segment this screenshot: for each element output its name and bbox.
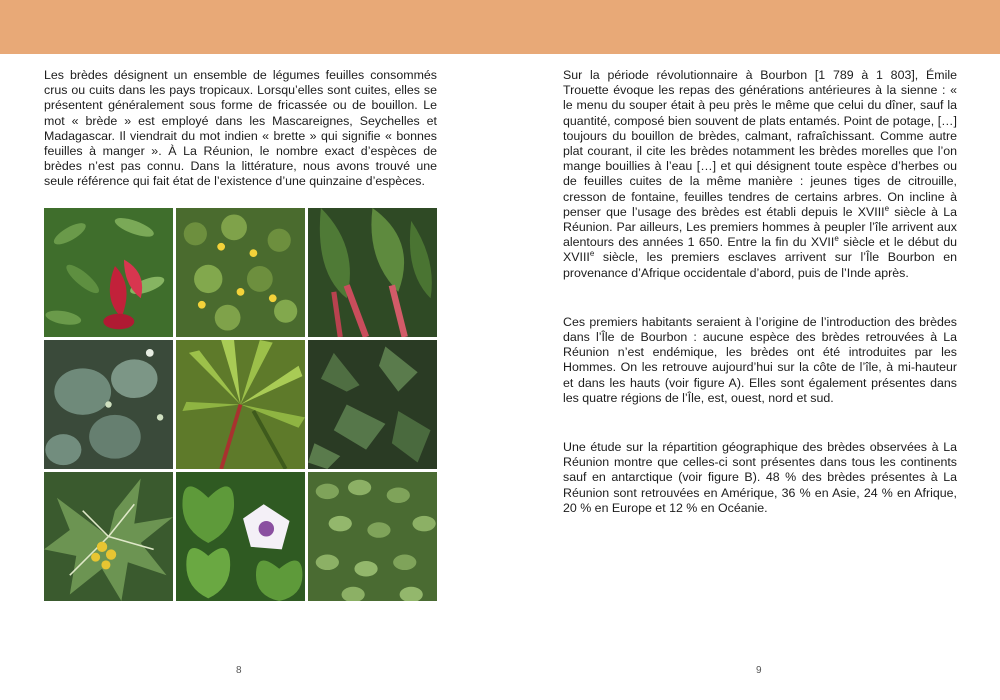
plant-photo-grid <box>44 208 437 601</box>
plant-photo-9 <box>308 472 437 601</box>
plant-photo-2 <box>176 208 305 337</box>
right-paragraph-2: Ces premiers habitants seraient à l’origine de l’introduction des brèdes dans l’Île de Bourbon : aucune espèce des brèdes retrouvées à La Réunion n’est endémique, les brèdes ont été introduites par les Hommes. On les retrouve aujourd’hui sur la côte de l’île, à mi-hauteur et dans les hauts (voir figure A). Elles sont également présentes dans les quatre régions de l’Île, est, ouest, nord et sud. <box>563 314 957 405</box>
left-paragraph: Les brèdes désignent un ensemble de légumes feuilles consommés crus ou cuits dans les pays tropicaux. Lorsqu’elles sont cuites, elles se présentent généralement sous forme de fricassée ou de bouillon. Le mot « brède » est employé dans les Mascareignes, Seychelles et Madagascar. Il viendrait du mot indien « brette » qui signifie « bonnes feuilles à manger ». À La Réunion, le nombre exact d’espèces de brèdes n’est pas connu. Dans la littérature, nous avons trouvé une seule référence qui fait état de l’existence d’une quinzaine d’espèces. <box>44 68 437 189</box>
left-page-text <box>44 68 437 190</box>
plant-photo-6 <box>308 340 437 469</box>
plant-photo-7 <box>44 472 173 601</box>
page-number-left: 8 <box>236 665 242 676</box>
right-paragraph-1: Sur la période révolutionnaire à Bourbon [1 789 à 1 803], Émile Trouette évoque les repas des générations antérieures à la sienne : « le menu du souper était à peu près le même que celui du dîner, sauf la quantité, composé bien souvent de plats entamés. Point de potage, […] toujours du bouillon de brèdes, calmant, rafraîchissant. Comme autre plat courant, il cite les brèdes notamment les brèdes morelles que l’on mange bouillies à l’eau […] et qui désignent toute espèce d’herbes ou de feuilles cuites de la même manière : jeunes tiges de citrouille, cresson de fontaine, feuilles tendres de certains arbres. On incline à penser que l’usage des brèdes est établi depuis le XVIIIe siècle à La Réunion. Par ailleurs, Les premiers hommes à peupler l’île arrivent aux alentours des années 1 650. Entre la fin du XVIIe siècle et le début du XVIIIe siècle, les premiers esclaves arrivent sur l’Île Bourbon en provenance d’Afrique occidentale d’abord, puis de l’Inde après. <box>563 68 957 280</box>
header-band <box>0 0 1000 54</box>
plant-photo-5 <box>176 340 305 469</box>
plant-photo-3 <box>308 208 437 337</box>
plant-photo-1 <box>44 208 173 337</box>
right-page-text <box>563 68 957 516</box>
plant-photo-4 <box>44 340 173 469</box>
right-paragraph-3: Une étude sur la répartition géographique des brèdes observées à La Réunion montre que celles-ci sont présentes dans tous les continents sauf en antarctique (voir figure B). 48 % des brèdes présentes à La Réunion sont retrouvées en Amérique, 36 % en Asie, 24 % en Afrique, 20 % en Europe et 12 % en Océanie. <box>563 440 957 515</box>
page-number-right: 9 <box>756 665 762 676</box>
plant-photo-8 <box>176 472 305 601</box>
